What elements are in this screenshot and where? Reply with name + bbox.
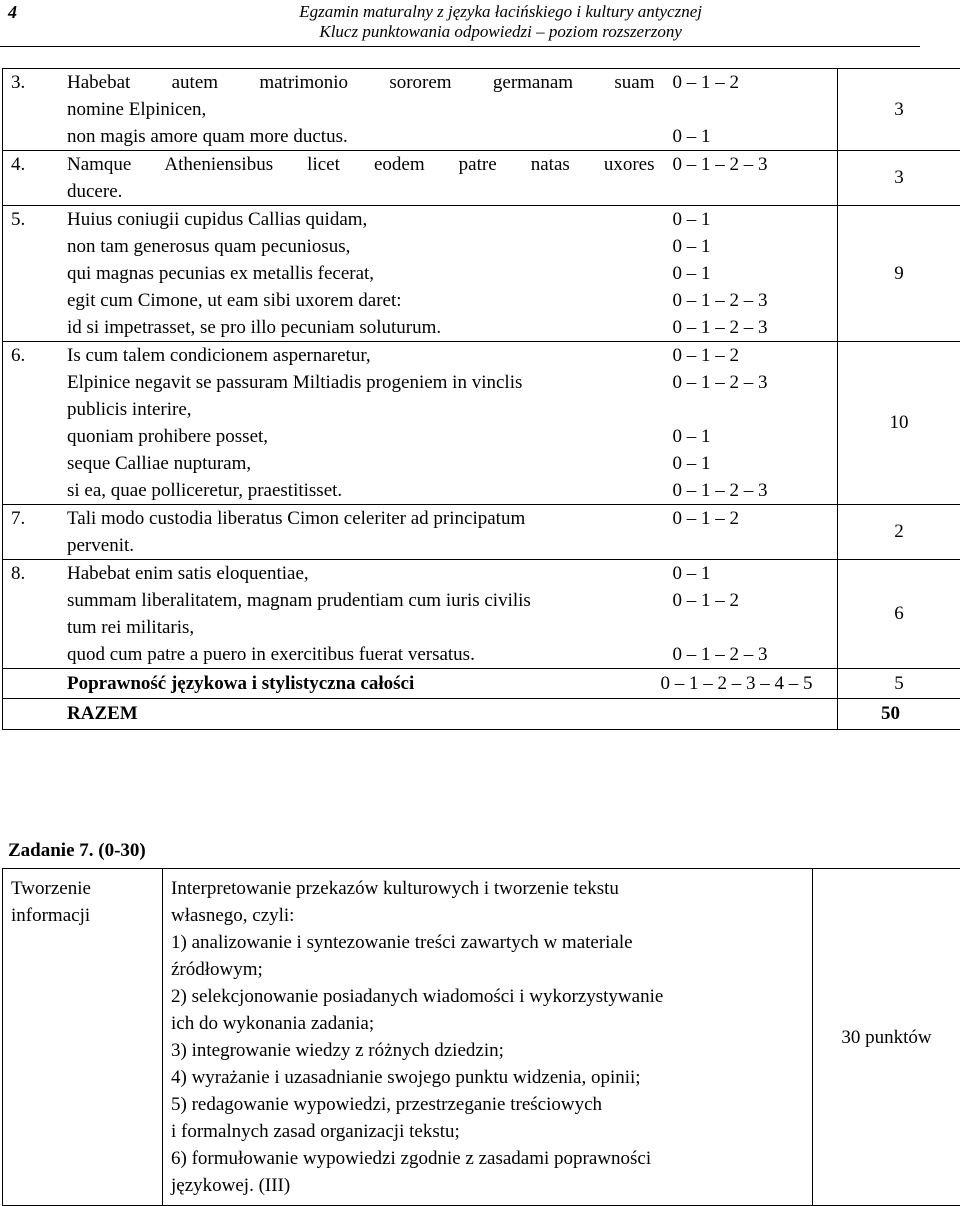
item-line: pervenit. — [3, 532, 661, 559]
header-title-line1: Egzamin maturalny z języka łacińskiego i kultury antycznej — [299, 2, 702, 22]
item-line: quod cum patre a puero in exercitibus fuerat versatus. — [3, 641, 661, 668]
item-line: Is cum talem condicionem aspernaretur, — [3, 342, 661, 369]
style-row — [3, 669, 960, 699]
item-total: 6 — [838, 560, 960, 669]
item-line-score — [661, 614, 838, 641]
zadanie-title: Zadanie 7. (0-30) — [8, 840, 146, 862]
item-number: 7. — [11, 505, 25, 532]
total-value: 50 — [838, 699, 960, 730]
zadanie-line: 3) integrowanie wiedzy z różnych dziedzin; — [171, 1037, 804, 1064]
item-line-score: 0 – 1 – 2 – 3 — [661, 151, 838, 178]
item-line-score: 0 – 1 – 2 – 3 — [661, 641, 838, 668]
zadanie-line: 1) analizowanie i syntezowanie treści zawartych w materiale — [171, 929, 804, 956]
item-line-score: 0 – 1 – 2 – 3 — [661, 314, 838, 341]
item-line: quoniam prohibere posset, — [3, 423, 661, 450]
item-line: tum rei militaris, — [3, 614, 661, 641]
item-total: 3 — [838, 69, 960, 151]
item-score-cell — [661, 560, 838, 669]
item-text-cell — [3, 69, 661, 151]
item-line-score — [661, 178, 838, 205]
item-row — [3, 69, 960, 151]
total-label: RAZEM — [3, 699, 838, 730]
item-total: 2 — [838, 505, 960, 560]
item-row — [3, 206, 960, 342]
item-line: si ea, quae polliceretur, praestitisset. — [3, 477, 661, 504]
item-line: Elpinice negavit se passuram Miltiadis progeniem in vinclis — [3, 369, 661, 396]
item-score-cell — [661, 206, 838, 342]
zadanie-line: językowej. (III) — [171, 1172, 804, 1199]
item-line-score: 0 – 1 – 2 – 3 — [661, 477, 838, 504]
item-row — [3, 342, 960, 505]
item-line-score: 0 – 1 — [661, 423, 838, 450]
item-line-score — [661, 396, 838, 423]
zadanie-line: 2) selekcjonowanie posiadanych wiadomości i wykorzystywanie — [171, 983, 804, 1010]
zadanie-description — [163, 869, 813, 1206]
item-score-cell — [661, 151, 838, 206]
item-line-score: 0 – 1 – 2 — [661, 505, 838, 532]
style-total: 5 — [838, 669, 960, 699]
item-row — [3, 151, 960, 206]
item-line-score: 0 – 1 — [661, 260, 838, 287]
item-row — [3, 560, 960, 669]
item-text-cell — [3, 505, 661, 560]
item-line: summam liberalitatem, magnam prudentiam cum iuris civilis — [3, 587, 661, 614]
item-line-score: 0 – 1 — [661, 206, 838, 233]
item-line: Habebat autem matrimonio sororem germanam suam — [3, 69, 661, 96]
item-line-score: 0 – 1 — [661, 123, 838, 150]
zadanie-table — [2, 868, 960, 1206]
item-row — [3, 505, 960, 560]
item-number: 6. — [11, 342, 25, 369]
item-score-cell — [661, 69, 838, 151]
item-total: 3 — [838, 151, 960, 206]
zadanie-points: 30 punktów — [813, 869, 960, 1206]
item-line: ducere. — [3, 178, 661, 205]
item-line: non magis amore quam more ductus. — [3, 123, 661, 150]
page-header — [299, 2, 702, 42]
item-line-score — [661, 96, 838, 123]
zadanie-line: źródłowym; — [171, 956, 804, 983]
item-line: nomine Elpinicen, — [3, 96, 661, 123]
item-line-score — [661, 532, 838, 559]
item-line-score: 0 – 1 – 2 – 3 — [661, 287, 838, 314]
zadanie-line: 4) wyrażanie i uzasadnianie swojego punktu widzenia, opinii; — [171, 1064, 804, 1091]
item-number: 4. — [11, 151, 25, 178]
item-line: id si impetrasset, se pro illo pecuniam soluturum. — [3, 314, 661, 341]
item-number: 3. — [11, 69, 25, 96]
zadanie-line: 5) redagowanie wypowiedzi, przestrzeganie treściowych — [171, 1091, 804, 1118]
item-line-score: 0 – 1 — [661, 233, 838, 260]
item-text-cell — [3, 206, 661, 342]
zadanie-line: ich do wykonania zadania; — [171, 1010, 804, 1037]
item-line: non tam generosus quam pecuniosus, — [3, 233, 661, 260]
item-line-score: 0 – 1 – 2 — [661, 587, 838, 614]
item-line: Namque Atheniensibus licet eodem patre natas uxores — [3, 151, 661, 178]
zadanie-category: Tworzenie informacji — [3, 869, 163, 1206]
style-label: Poprawność językowa i stylistyczna całości — [3, 669, 661, 699]
item-line-score: 0 – 1 — [661, 560, 838, 587]
item-line-score: 0 – 1 – 2 — [661, 342, 838, 369]
item-number: 5. — [11, 206, 25, 233]
item-line-score: 0 – 1 – 2 – 3 — [661, 369, 838, 396]
zadanie-line: 6) formułowanie wypowiedzi zgodnie z zasadami poprawności — [171, 1145, 804, 1172]
zadanie-line: własnego, czyli: — [171, 902, 804, 929]
item-number: 8. — [11, 560, 25, 587]
item-total: 10 — [838, 342, 960, 505]
header-title-line2: Klucz punktowania odpowiedzi – poziom rozszerzony — [299, 22, 702, 42]
item-text-cell — [3, 560, 661, 669]
item-line: qui magnas pecunias ex metallis fecerat, — [3, 260, 661, 287]
item-line-score: 0 – 1 — [661, 450, 838, 477]
zadanie-line: Interpretowanie przekazów kulturowych i tworzenie tekstu — [171, 875, 804, 902]
item-text-cell — [3, 151, 661, 206]
item-line: Huius coniugii cupidus Callias quidam, — [3, 206, 661, 233]
item-total: 9 — [838, 206, 960, 342]
style-score: 0 – 1 – 2 – 3 – 4 – 5 — [661, 669, 838, 699]
item-score-cell — [661, 342, 838, 505]
header-rule — [0, 46, 920, 47]
item-line: publicis interire, — [3, 396, 661, 423]
scoring-key-table — [2, 68, 960, 730]
item-line: egit cum Cimone, ut eam sibi uxorem daret: — [3, 287, 661, 314]
item-line: Tali modo custodia liberatus Cimon celeriter ad principatum — [3, 505, 661, 532]
zadanie-line: i formalnych zasad organizacji tekstu; — [171, 1118, 804, 1145]
page-number: 4 — [8, 2, 17, 23]
item-line-score: 0 – 1 – 2 — [661, 69, 838, 96]
item-text-cell — [3, 342, 661, 505]
total-row — [3, 699, 960, 730]
item-score-cell — [661, 505, 838, 560]
item-line: seque Calliae nupturam, — [3, 450, 661, 477]
item-line: Habebat enim satis eloquentiae, — [3, 560, 661, 587]
